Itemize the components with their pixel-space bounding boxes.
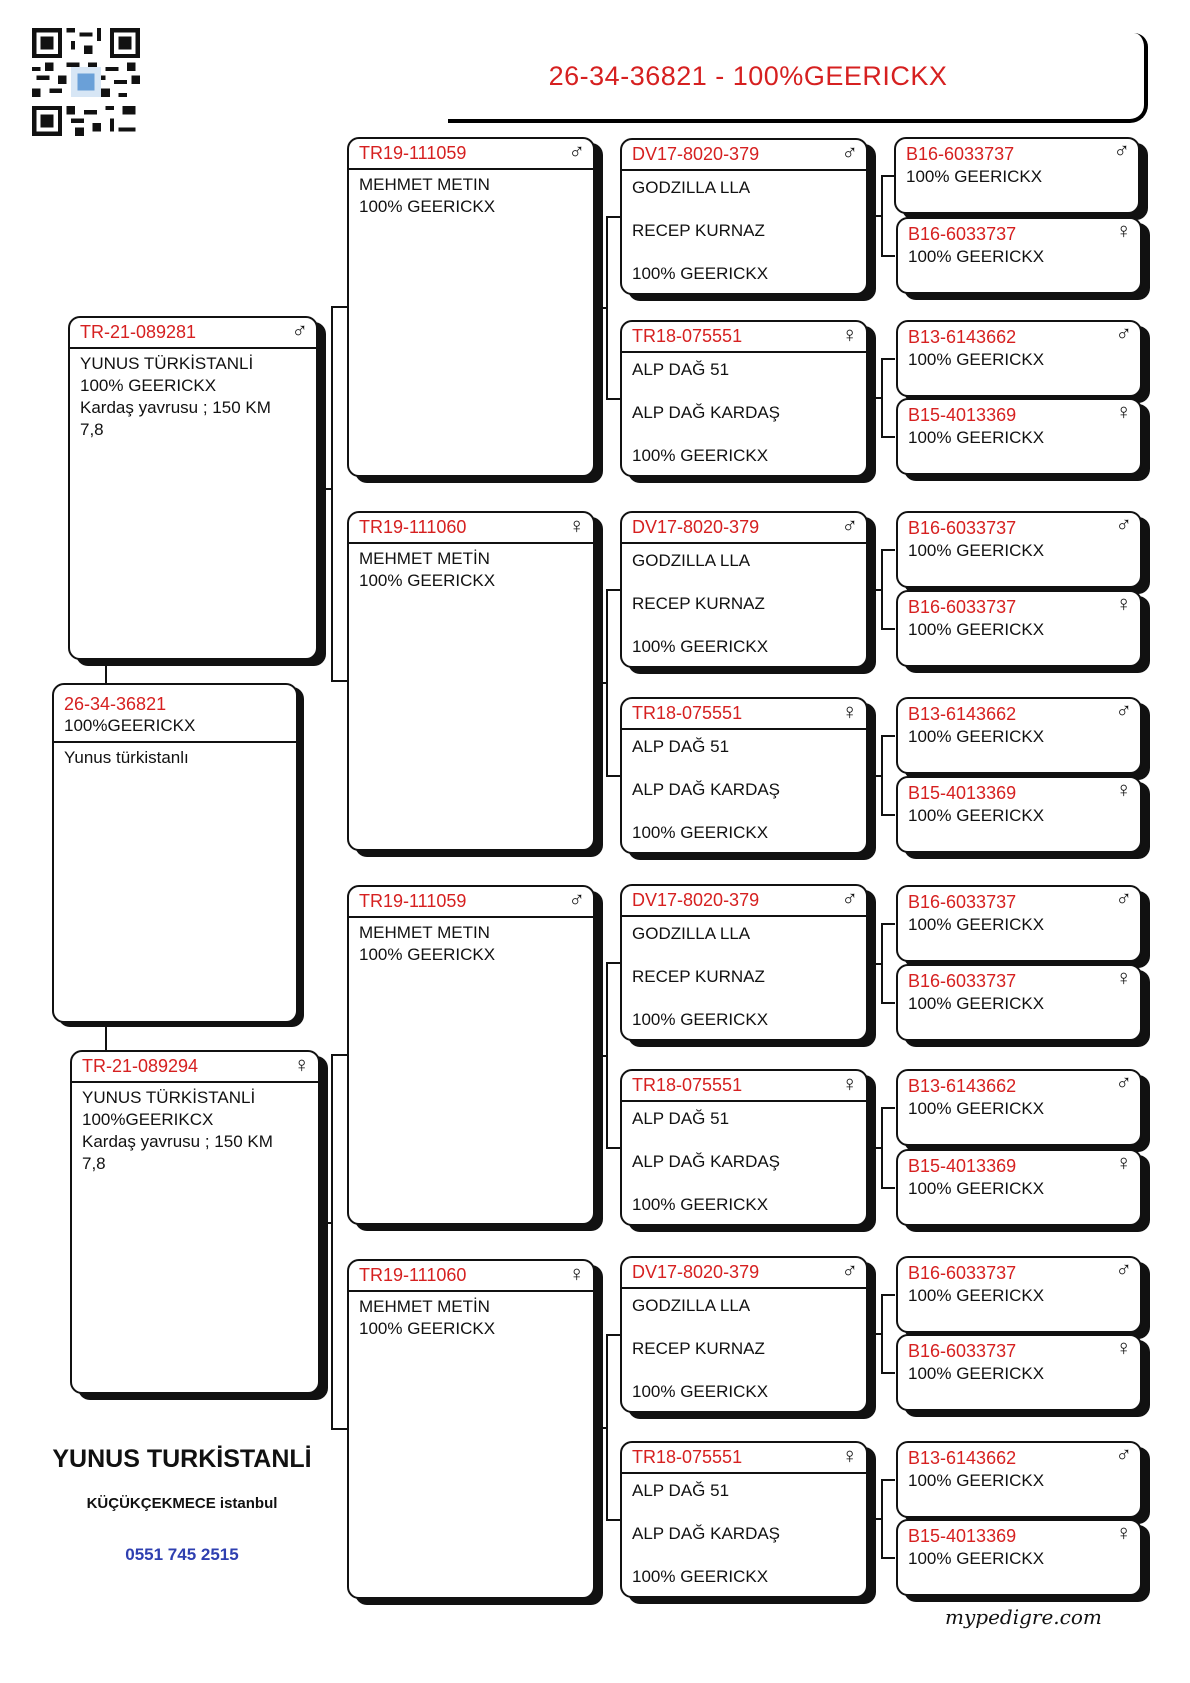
female-icon: ♀ xyxy=(841,1071,858,1096)
connector-line xyxy=(881,1107,883,1187)
female-icon: ♀ xyxy=(1115,1150,1132,1175)
connector-line xyxy=(331,680,347,682)
breeder-name: ALP DAĞ KARDAŞ xyxy=(632,1152,781,1171)
great-grandparent-card xyxy=(620,511,868,668)
female-icon: ♀ xyxy=(1115,1520,1132,1545)
gen4-ring: B13-6143662 xyxy=(908,1076,1017,1096)
pigeon-name: ALP DAĞ 51 xyxy=(632,737,730,756)
connector-line xyxy=(881,735,895,737)
grandparent-card xyxy=(347,885,595,1225)
strain-label: 100% GEERICKX xyxy=(908,806,1045,825)
strain-label: 100% GEERICKX xyxy=(908,247,1045,266)
gen4-ring: B16-6033737 xyxy=(908,597,1017,617)
male-icon: ♂ xyxy=(841,513,858,538)
breeder-name: RECEP KURNAZ xyxy=(632,221,765,240)
dam-card xyxy=(70,1050,320,1394)
female-icon: ♀ xyxy=(1115,965,1132,990)
gen4-ring: B16-6033737 xyxy=(908,518,1017,538)
female-icon: ♀ xyxy=(1115,1335,1132,1360)
female-icon: ♀ xyxy=(841,1443,858,1468)
gen4-card xyxy=(896,398,1142,475)
subject-card xyxy=(52,683,298,1023)
male-icon: ♂ xyxy=(1115,1070,1132,1095)
grandparent-ring: TR19-111059 xyxy=(359,143,467,163)
gen4-card xyxy=(896,1334,1142,1411)
connector-line xyxy=(331,306,333,680)
male-icon: ♂ xyxy=(841,1258,858,1283)
strain-label: 100% GEERICKX xyxy=(908,1286,1045,1305)
connector-line xyxy=(606,1334,608,1519)
gen4-card xyxy=(896,1256,1142,1333)
great-grandparent-ring: TR18-075551 xyxy=(632,1075,743,1095)
connector-line xyxy=(331,1054,347,1056)
male-icon: ♂ xyxy=(1113,138,1130,163)
connector-line xyxy=(105,662,107,683)
strain-label: 100% GEERICKX xyxy=(908,1549,1045,1568)
pigeon-name: ALP DAĞ 51 xyxy=(632,1109,730,1128)
gen4-ring: B13-6143662 xyxy=(908,704,1017,724)
grandparent-card xyxy=(347,511,595,851)
great-grandparent-ring: TR18-075551 xyxy=(632,326,743,346)
connector-line xyxy=(881,1479,883,1557)
dam-line: YUNUS TÜRKİSTANLİ xyxy=(82,1088,256,1107)
male-icon: ♂ xyxy=(568,887,585,912)
great-grandparent-ring: DV17-8020-379 xyxy=(632,890,760,910)
great-grandparent-ring: TR18-075551 xyxy=(632,703,743,723)
connector-line xyxy=(881,255,895,257)
connector-line xyxy=(881,628,895,630)
great-grandparent-ring: DV17-8020-379 xyxy=(632,1262,760,1282)
connector-line xyxy=(881,1557,895,1559)
connector-line xyxy=(105,1026,107,1050)
male-icon: ♂ xyxy=(1115,321,1132,346)
connector-line xyxy=(331,1054,333,1428)
male-icon: ♂ xyxy=(1115,512,1132,537)
gen4-ring: B15-4013369 xyxy=(908,783,1017,803)
connector-line xyxy=(881,735,883,814)
breeder-name: ALP DAĞ KARDAŞ xyxy=(632,1524,781,1543)
great-grandparent-card xyxy=(620,1441,868,1598)
gen4-card xyxy=(896,1519,1142,1596)
strain-label: 100% GEERICKX xyxy=(908,1179,1045,1198)
connector-line xyxy=(606,962,608,1147)
gen4-ring: B16-6033737 xyxy=(908,1341,1017,1361)
strain-label: 100% GEERICKX xyxy=(632,1195,769,1214)
gen4-card xyxy=(896,776,1142,853)
brand-logo[interactable]: mypedigre.com xyxy=(945,1605,1102,1629)
connector-line xyxy=(881,1294,883,1372)
connector-line xyxy=(606,1147,620,1149)
connector-line xyxy=(881,549,883,628)
gen4-card xyxy=(896,964,1142,1041)
connector-line xyxy=(881,1294,895,1296)
connector-line xyxy=(881,923,895,925)
breeder-name: MEHMET METIN xyxy=(359,923,490,942)
sire-line: 7,8 xyxy=(80,420,104,439)
qr-code-icon xyxy=(32,28,140,136)
pigeon-name: GODZILLA LLA xyxy=(632,551,751,570)
strain-label: 100% GEERICKX xyxy=(906,167,1043,186)
strain-label: 100% GEERICKX xyxy=(908,428,1045,447)
breeder-name: RECEP KURNAZ xyxy=(632,594,765,613)
strain-label: 100% GEERICKX xyxy=(632,1382,769,1401)
female-icon: ♀ xyxy=(1115,777,1132,802)
great-grandparent-card xyxy=(620,697,868,854)
male-icon: ♂ xyxy=(291,318,308,343)
owner-city: KÜÇÜKÇEKMECE istanbul xyxy=(86,1495,278,1512)
subject-owner: Yunus türkistanlı xyxy=(64,748,189,767)
gen4-ring: B16-6033737 xyxy=(908,971,1017,991)
gen4-ring: B16-6033737 xyxy=(906,144,1015,164)
strain-label: 100% GEERICKX xyxy=(908,620,1045,639)
great-grandparent-card xyxy=(620,1256,868,1413)
strain-label: 100% GEERICKX xyxy=(359,571,496,590)
connector-line xyxy=(881,358,895,360)
gen4-card xyxy=(896,885,1142,962)
strain-label: 100% GEERICKX xyxy=(908,1364,1045,1383)
gen4-ring: B13-6143662 xyxy=(908,1448,1017,1468)
great-grandparent-ring: TR18-075551 xyxy=(632,1447,743,1467)
female-icon: ♀ xyxy=(293,1052,310,1077)
connector-line xyxy=(881,358,883,436)
gen4-card xyxy=(896,1149,1142,1226)
female-icon: ♀ xyxy=(568,1261,585,1286)
breeder-name: MEHMET METİN xyxy=(359,1297,490,1316)
female-icon: ♀ xyxy=(841,699,858,724)
subject-ring: 26-34-36821 xyxy=(64,694,167,714)
female-icon: ♀ xyxy=(568,513,585,538)
connector-line xyxy=(881,175,883,255)
sire-line: YUNUS TÜRKİSTANLİ xyxy=(80,354,254,373)
female-icon: ♀ xyxy=(841,322,858,347)
page-title: 26-34-36821 - 100%GEERICKX xyxy=(548,61,948,91)
strain-label: 100% GEERICKX xyxy=(632,637,769,656)
male-icon: ♂ xyxy=(1115,698,1132,723)
sire-line: Kardaş yavrusu ; 150 KM xyxy=(80,398,271,417)
grandparent-ring: TR19-111059 xyxy=(359,891,467,911)
male-icon: ♂ xyxy=(841,886,858,911)
breeder-name: MEHMET METİN xyxy=(359,549,490,568)
connector-line xyxy=(881,1372,895,1374)
gen4-card xyxy=(894,137,1140,214)
connector-line xyxy=(881,1107,895,1109)
connector-line xyxy=(606,1519,620,1521)
strain-label: 100% GEERICKX xyxy=(632,823,769,842)
strain-label: 100% GEERICKX xyxy=(359,197,496,216)
grandparent-card xyxy=(347,137,595,477)
great-grandparent-ring: DV17-8020-379 xyxy=(632,144,760,164)
strain-label: 100% GEERICKX xyxy=(908,994,1045,1013)
pigeon-name: ALP DAĞ 51 xyxy=(632,360,730,379)
gen4-ring: B15-4013369 xyxy=(908,405,1017,425)
connector-line xyxy=(606,589,608,775)
sire-line: 100% GEERICKX xyxy=(80,376,217,395)
breeder-name: RECEP KURNAZ xyxy=(632,967,765,986)
great-grandparent-card xyxy=(620,1069,868,1226)
male-icon: ♂ xyxy=(1115,886,1132,911)
connector-line xyxy=(606,216,620,218)
connector-line xyxy=(881,175,895,177)
subject-strain: 100%GEERICKX xyxy=(64,716,196,735)
gen4-ring: B16-6033737 xyxy=(908,1263,1017,1283)
gen4-card xyxy=(896,511,1142,588)
gen4-card xyxy=(896,217,1142,294)
owner-phone[interactable]: 0551 745 2515 xyxy=(125,1545,239,1564)
gen4-ring: B16-6033737 xyxy=(908,892,1017,912)
great-grandparent-card xyxy=(620,138,868,295)
male-icon: ♂ xyxy=(1115,1442,1132,1467)
male-icon: ♂ xyxy=(568,139,585,164)
gen4-ring: B15-4013369 xyxy=(908,1526,1017,1546)
male-icon: ♂ xyxy=(1115,1257,1132,1282)
connector-line xyxy=(606,216,608,398)
great-grandparent-card xyxy=(620,884,868,1041)
strain-label: 100% GEERICKX xyxy=(908,1471,1045,1490)
gen4-card xyxy=(896,1069,1142,1146)
title-banner xyxy=(448,33,1148,123)
strain-label: 100% GEERICKX xyxy=(632,446,769,465)
strain-label: 100% GEERICKX xyxy=(908,727,1045,746)
grandparent-ring: TR19-111060 xyxy=(359,1265,467,1285)
breeder-name: RECEP KURNAZ xyxy=(632,1339,765,1358)
connector-line xyxy=(606,398,620,400)
gen4-card xyxy=(896,697,1142,774)
grandparent-card xyxy=(347,1259,595,1599)
pigeon-name: ALP DAĞ 51 xyxy=(632,1481,730,1500)
great-grandparent-ring: DV17-8020-379 xyxy=(632,517,760,537)
male-icon: ♂ xyxy=(841,140,858,165)
gen4-ring: B16-6033737 xyxy=(908,224,1017,244)
connector-line xyxy=(331,306,347,308)
dam-line: 100%GEERIKCX xyxy=(82,1110,214,1129)
connector-line xyxy=(606,1334,620,1336)
pigeon-name: GODZILLA LLA xyxy=(632,924,751,943)
connector-line xyxy=(606,962,620,964)
gen4-card xyxy=(896,320,1142,397)
connector-line xyxy=(881,549,895,551)
connector-line xyxy=(881,1187,895,1189)
connector-line xyxy=(881,436,895,438)
breeder-name: MEHMET METIN xyxy=(359,175,490,194)
connector-line xyxy=(331,1428,347,1430)
strain-label: 100% GEERICKX xyxy=(359,1319,496,1338)
pigeon-name: GODZILLA LLA xyxy=(632,178,751,197)
strain-label: 100% GEERICKX xyxy=(359,945,496,964)
connector-line xyxy=(606,589,620,591)
female-icon: ♀ xyxy=(1115,218,1132,243)
connector-line xyxy=(881,1002,895,1004)
grandparent-ring: TR19-111060 xyxy=(359,517,467,537)
gen4-card xyxy=(896,1441,1142,1518)
connector-line xyxy=(881,923,883,1002)
pigeon-name: GODZILLA LLA xyxy=(632,1296,751,1315)
breeder-name: ALP DAĞ KARDAŞ xyxy=(632,780,781,799)
great-grandparent-card xyxy=(620,320,868,477)
female-icon: ♀ xyxy=(1115,399,1132,424)
gen4-ring: B13-6143662 xyxy=(908,327,1017,347)
gen4-card xyxy=(896,590,1142,667)
strain-label: 100% GEERICKX xyxy=(908,541,1045,560)
female-icon: ♀ xyxy=(1115,591,1132,616)
strain-label: 100% GEERICKX xyxy=(632,1010,769,1029)
strain-label: 100% GEERICKX xyxy=(908,915,1045,934)
strain-label: 100% GEERICKX xyxy=(632,264,769,283)
owner-name: YUNUS TURKİSTANLİ xyxy=(52,1445,312,1473)
dam-ring: TR-21-089294 xyxy=(82,1056,199,1076)
strain-label: 100% GEERICKX xyxy=(908,1099,1045,1118)
strain-label: 100% GEERICKX xyxy=(632,1567,769,1586)
connector-line xyxy=(606,775,620,777)
strain-label: 100% GEERICKX xyxy=(908,350,1045,369)
connector-line xyxy=(881,1479,895,1481)
dam-line: 7,8 xyxy=(82,1154,106,1173)
sire-card xyxy=(68,316,318,660)
breeder-name: ALP DAĞ KARDAŞ xyxy=(632,403,781,422)
gen4-ring: B15-4013369 xyxy=(908,1156,1017,1176)
connector-line xyxy=(881,814,895,816)
sire-ring: TR-21-089281 xyxy=(80,322,197,342)
dam-line: Kardaş yavrusu ; 150 KM xyxy=(82,1132,273,1151)
